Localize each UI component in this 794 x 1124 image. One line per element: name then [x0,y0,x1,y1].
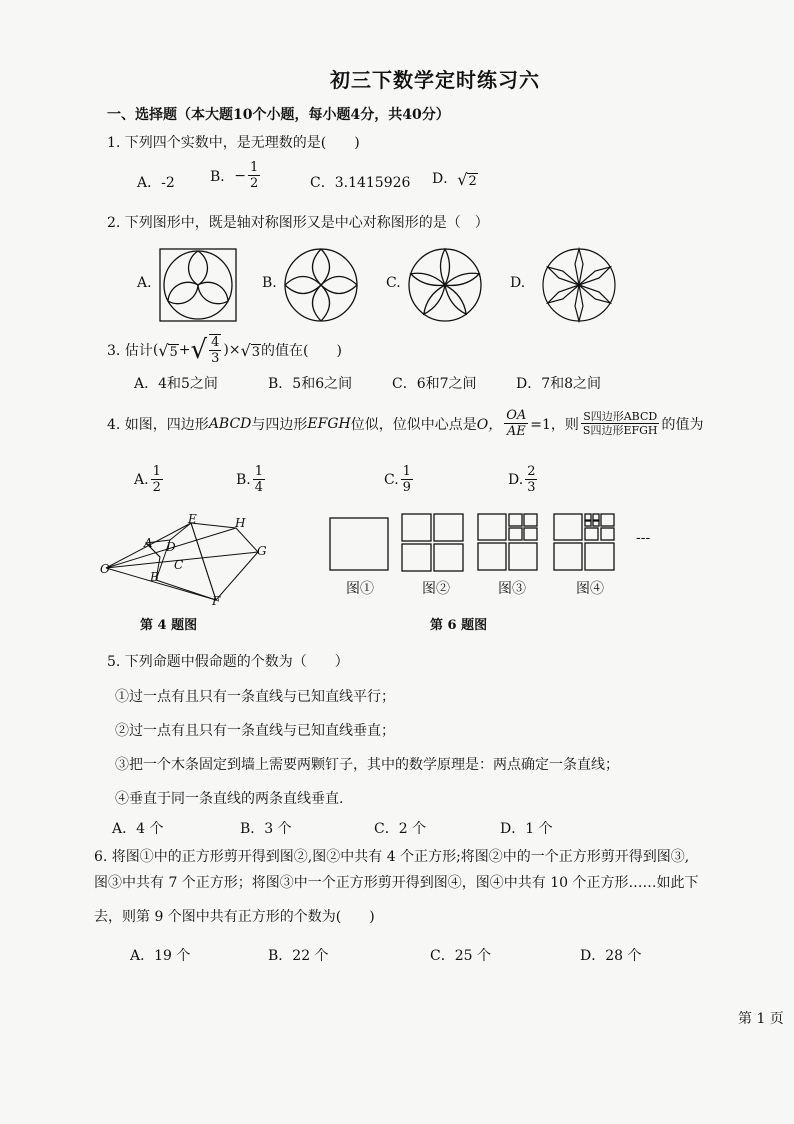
fig4-label-a: A [144,536,153,550]
q4-stem: 4. 如图，四边形 ABCD 与四边形 EFGH 位似，位似中心点是 O， $\frac{OA}{AE}$ =1，则 $\frac{\text{S四边形ABCD}}{\text{S四边形EFGH}}$ 的值为 [107,408,704,439]
q2-option-d: D. [510,275,526,291]
q2-stem: 2. 下列图形中，既是轴对称图形又是中心对称图形的是（ ） [107,215,489,231]
figure-6-ellipsis: --- [636,530,651,546]
fig6-caption-1: 图① [346,581,374,597]
q4-option-d: D. $\frac{2}{3}$ [508,464,536,495]
q5-stem: 5. 下列命题中假命题的个数为（ ） [107,654,349,670]
q2-figure-a [158,246,238,324]
q6-stem-line-1: 6. 将图①中的正方形剪开得到图②,图②中共有 4 个正方形;将图②中的一个正方形剪开得到图③, [94,849,690,865]
fig4-label-e: E [188,512,197,526]
figure-4-caption: 第 4 题图 [140,618,198,633]
q3-option-d: D．7和8之间 [516,376,602,392]
page-number: 第 1 页 [738,1011,784,1027]
fig4-label-f: F [212,594,221,608]
q5-option-a: A．4 个 [112,821,164,837]
figure-6-caption: 第 6 题图 [430,618,488,633]
q5-statement-3: ③把一个木条固定到墙上需要两颗钉子，其中的数学原理是：两点确定一条直线； [115,757,619,773]
fig6-caption-3: 图③ [498,581,526,597]
q1-stem: 1. 下列四个实数中，是无理数的是( ) [107,135,360,151]
section-heading: 一、选择题（本大题10个小题，每小题4分，共40分） [107,107,450,123]
q1-option-d: D．√2 [432,169,477,189]
figure-6-squares [326,510,666,572]
q3-stem: 3. 估计 ( √5 + √ $\frac{4}{3}$ )× √3 的值在( ) [107,335,342,366]
fig4-label-g: G [257,544,267,558]
q5-statement-4: ④垂直于同一条直线的两条直线垂直. [115,791,344,807]
fig4-label-b: B [150,570,159,584]
q5-option-d: D．1 个 [500,821,553,837]
q1-option-b: B． − $\frac{1}{2}$ [210,160,259,191]
q2-figure-d [540,246,618,324]
q5-statement-2: ②过一点有且只有一条直线与已知直线垂直； [115,723,395,739]
figure-4-homothety [98,512,278,607]
fig4-label-o: O [100,562,110,576]
q2-option-c: C. [386,275,401,291]
fig4-label-d: D [166,540,176,554]
q2-option-a: A. [137,275,152,291]
q5-option-b: B．3 个 [240,821,292,837]
q2-option-b: B. [262,275,277,291]
page-title: 初三下数学定时练习六 [330,68,540,92]
q2-figure-c [406,246,484,324]
q5-option-c: C．2 个 [374,821,427,837]
q6-option-a: A．19 个 [130,948,191,964]
fig4-label-h: H [235,516,246,530]
q6-stem-line-2: 图③中共有 7 个正方形；将图③中一个正方形剪开得到图④，图④中共有 10 个正方形……如此下 [94,875,699,891]
q1-option-a: A．-2 [137,175,175,191]
q6-option-c: C．25 个 [430,948,491,964]
q3-option-c: C．6和7之间 [392,376,477,392]
fig4-label-c: C [174,558,184,572]
q4-option-a: A. $\frac{1}{2}$ [134,464,161,495]
fig6-caption-2: 图② [422,581,450,597]
q6-stem-line-3: 去，则第 9 个图中共有正方形的个数为( ) [94,909,375,925]
q6-option-b: B．22 个 [268,948,329,964]
q3-option-a: A．4和5之间 [134,376,218,392]
q3-option-b: B．5和6之间 [268,376,353,392]
fig6-caption-4: 图④ [576,581,604,597]
q1-option-c: C．3.1415926 [310,175,411,191]
q4-option-b: B. $\frac{1}{4}$ [236,464,264,495]
q2-figure-b [282,246,360,324]
q6-option-d: D．28 个 [580,948,642,964]
q4-option-c: C. $\frac{1}{9}$ [384,464,411,495]
q5-statement-1: ①过一点有且只有一条直线与已知直线平行； [115,689,395,705]
